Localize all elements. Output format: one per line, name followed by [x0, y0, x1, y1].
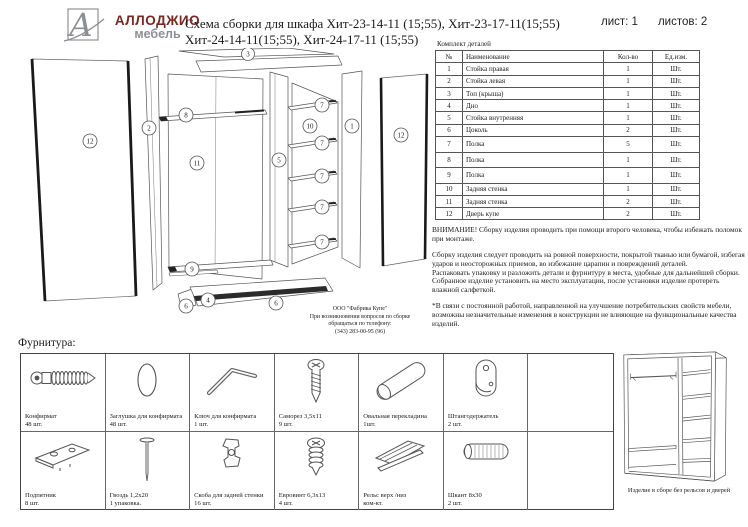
- hardware-item-qty: ком-кт.: [363, 499, 383, 507]
- cell: 10: [436, 183, 463, 195]
- cell: 1: [604, 63, 653, 75]
- cell: 7: [436, 137, 463, 153]
- assembled-caption: Изделие в сборе без рельсов и дверей: [627, 487, 731, 494]
- svg-text:1: 1: [350, 122, 354, 131]
- cell: Шт.: [653, 152, 700, 168]
- hardware-item-name: Рельс верх /низ: [363, 491, 407, 499]
- col-number: №: [436, 51, 463, 63]
- col-name: Наименование: [463, 51, 604, 63]
- note-surface: Сборку изделия следует проводить на ровной поверхности, покрытой тканью или бумагой, избегая ударов и неосторожных приемов, во избежание царапин и повреждений деталей.: [432, 249, 745, 268]
- hardware-item: [190, 432, 275, 510]
- hardware-item-name: Скоба для задней стенки: [194, 491, 264, 499]
- svg-text:10: 10: [306, 122, 314, 131]
- svg-text:7: 7: [320, 139, 324, 148]
- sheet-info: [601, 16, 707, 28]
- parts-table-header: [436, 51, 700, 63]
- table-row: [436, 195, 700, 207]
- callout: [179, 299, 193, 313]
- hardware-heading: Фурнитура:: [18, 337, 76, 349]
- cell: Шт.: [653, 124, 700, 136]
- svg-text:4: 4: [206, 296, 210, 305]
- hardware-item-qty: 9 шт.: [278, 420, 293, 428]
- cell: Полка: [463, 152, 604, 168]
- cell: 8: [436, 152, 463, 168]
- hardware-item: [359, 432, 444, 510]
- callout: [272, 153, 286, 167]
- svg-text:А: А: [68, 6, 94, 44]
- cell: Шт.: [653, 168, 700, 184]
- cell: 5: [604, 137, 653, 153]
- table-row: [436, 137, 700, 153]
- hardware-item-name: Евровинт 6,3х13: [278, 491, 326, 499]
- hardware-item: [359, 354, 444, 432]
- cell: 2: [436, 75, 463, 87]
- cell: 1: [436, 63, 463, 75]
- cell: Шт.: [653, 183, 700, 195]
- svg-text:8: 8: [184, 111, 188, 120]
- hardware-item-qty: 16 шт.: [194, 499, 212, 507]
- assembled-wardrobe-drawing: [618, 349, 738, 489]
- cell: Задняя стенка: [463, 195, 604, 207]
- cell: 9: [436, 168, 463, 184]
- factory-note: При возникновении вопросов по сборке: [309, 313, 411, 320]
- svg-text:11: 11: [193, 159, 201, 168]
- callout: [315, 136, 329, 150]
- callout: [269, 296, 283, 310]
- hardware-item-qty: 8 шт.: [25, 499, 40, 507]
- cell: Шт.: [653, 75, 700, 87]
- screw-icon: [298, 357, 334, 405]
- factory-phone-label: обращаться по телефону:: [328, 321, 392, 328]
- cell: Цоколь: [463, 124, 604, 136]
- table-row: [436, 152, 700, 168]
- cell: Полка: [463, 137, 604, 153]
- svg-text:2: 2: [147, 124, 151, 133]
- cell: 4: [436, 100, 463, 112]
- table-row: [436, 208, 700, 220]
- cell: Стойка левая: [463, 75, 604, 87]
- hardware-empty-cell: [528, 354, 613, 432]
- callout: [315, 98, 329, 112]
- factory-name: ООО "Фабрика Купе": [332, 306, 388, 312]
- table-row: [436, 124, 700, 136]
- hardware-item-qty: 1шт.: [363, 420, 376, 428]
- exploded-assembly-diagram: [20, 48, 445, 320]
- title-line-2: Хит-24-14-11(15;55), Хит-24-17-11 (15;55): [185, 32, 419, 48]
- callout: [142, 121, 156, 135]
- hardware-item: [21, 354, 106, 432]
- hardware-item: [21, 432, 106, 510]
- disclaimer-note: *В связи с постоянной работой, направленной на улучшение потребительских свойств мебели, возможны незначительные изменения в конструкции не влияющие на функциональные качества изделий.: [432, 301, 737, 328]
- svg-text:9: 9: [190, 265, 194, 274]
- cell: Стойка внутренняя: [463, 112, 604, 124]
- hardware-item-qty: 2 шт.: [447, 499, 462, 507]
- warning-note: ВНИМАНИЕ! Сборку изделия проводить при помощи второго человека, чтобы избежать поломок при монтаже.: [432, 225, 742, 243]
- cell: 6: [436, 124, 463, 136]
- hardware-item-name: Конфирмат: [25, 412, 57, 420]
- svg-text:12: 12: [397, 131, 405, 140]
- hardware-item-name: Шкант 8х30: [447, 491, 482, 499]
- euro-screw-icon: [298, 435, 334, 483]
- note-unpack: Распаковать упаковку и разложить детали и фурнитуру в места, удобные для дальнейшей сборки.: [432, 267, 740, 277]
- table-row: [436, 168, 700, 184]
- cell: 1: [604, 183, 653, 195]
- table-row: [436, 112, 700, 124]
- cell: 12: [436, 208, 463, 220]
- hardware-item: [275, 354, 360, 432]
- callout: [315, 169, 329, 183]
- cell: Шт.: [653, 208, 700, 220]
- sheet-number: лист: 1: [601, 16, 638, 28]
- callout: [190, 156, 204, 170]
- cell: Шт.: [653, 137, 700, 153]
- cell: Шт.: [653, 100, 700, 112]
- hardware-item-qty: 48 шт.: [109, 420, 127, 428]
- cell: 2: [604, 124, 653, 136]
- cell: 1: [604, 75, 653, 87]
- col-qty: Кол-во: [604, 51, 653, 63]
- hardware-item-qty: 2 шт.: [447, 420, 462, 428]
- instructions-note: [432, 251, 746, 295]
- brand-name: АЛЛОДЖИО: [114, 13, 201, 28]
- cell: Задняя стенка: [463, 183, 604, 195]
- hardware-item-qty: 4 шт.: [278, 499, 293, 507]
- cell: Стойка правая: [463, 63, 604, 75]
- hardware-item-name: Гвоздь 1,2х20: [109, 491, 149, 499]
- svg-text:5: 5: [277, 156, 281, 165]
- svg-text:7: 7: [320, 101, 324, 110]
- cell: Шт.: [653, 87, 700, 99]
- cell: 11: [436, 195, 463, 207]
- rod-holder-icon: [465, 357, 507, 405]
- cell: Шт.: [653, 63, 700, 75]
- svg-text:3: 3: [246, 50, 250, 59]
- svg-text:12: 12: [86, 137, 94, 146]
- callout: [83, 134, 97, 148]
- cell: 1: [604, 152, 653, 168]
- callout: [201, 293, 215, 307]
- page-title: [185, 16, 595, 49]
- rail-icon: [368, 435, 434, 479]
- callout: [315, 200, 329, 214]
- cell: 5: [436, 112, 463, 124]
- cell: Топ (крыша): [463, 87, 604, 99]
- nail-icon: [136, 435, 158, 485]
- svg-text:7: 7: [320, 238, 324, 247]
- hardware-item-name: Овальная перекладина: [363, 412, 427, 420]
- hardware-item-name: Саморез 3,5х11: [278, 412, 322, 420]
- cell: 1: [604, 87, 653, 99]
- hardware-item: [275, 432, 360, 510]
- brand-subtitle: мебель: [134, 27, 181, 41]
- hardware-item: [190, 354, 275, 432]
- cell: 1: [604, 168, 653, 184]
- assembly-notes: [432, 226, 746, 329]
- table-row: [436, 100, 700, 112]
- parts-table-caption: Комплект деталей: [437, 40, 491, 48]
- cell: 3: [436, 87, 463, 99]
- cell: Дно: [463, 100, 604, 112]
- sheets-total: листов: 2: [657, 16, 708, 28]
- parts-table: [435, 50, 700, 220]
- hardware-item-name: Заглушка для конфирмата: [109, 412, 183, 420]
- hex-key-icon: [201, 357, 263, 399]
- factory-phone: (343) 283-00-95 (96): [334, 329, 386, 336]
- cell: 1: [604, 100, 653, 112]
- svg-text:6: 6: [184, 302, 188, 311]
- hardware-item-qty: 1 упаковка.: [109, 499, 142, 507]
- hardware-item-name: Подпятник: [25, 491, 56, 499]
- table-row: [436, 75, 700, 87]
- hardware-item-qty: 48 шт.: [25, 420, 43, 428]
- cell: Полка: [463, 168, 604, 184]
- svg-text:7: 7: [320, 172, 324, 181]
- cell: Шт.: [653, 112, 700, 124]
- hardware-empty-cell: [528, 432, 613, 510]
- callout: [315, 235, 329, 249]
- callout: [179, 108, 193, 122]
- hardware-item-qty: 1 шт.: [194, 420, 209, 428]
- callout: [345, 119, 359, 133]
- hardware-grid: [20, 353, 614, 510]
- foot-pad-icon: [30, 435, 96, 475]
- cell: Шт.: [653, 195, 700, 207]
- table-row: [436, 87, 700, 99]
- cell: 2: [604, 195, 653, 207]
- note-place: Собранное изделие установить на место эксплуатации, после установки изделие протереть влажной салфеткой.: [432, 276, 720, 295]
- hardware-item-name: Штангодержатель: [447, 412, 499, 420]
- cell: Дверь купе: [463, 208, 604, 220]
- callout: [394, 128, 408, 142]
- cell: 2: [604, 208, 653, 220]
- back-panel-clip-icon: [211, 435, 253, 479]
- callout: [242, 48, 255, 61]
- col-unit: Ед.изм.: [653, 51, 700, 63]
- hardware-item: [106, 432, 191, 510]
- hardware-item: [106, 354, 191, 432]
- title-line-1: Схема сборки для шкафа Хит-23-14-11 (15;55), Хит-23-17-11(15;55): [185, 16, 560, 31]
- hardware-item-name: Ключ для конфирмата: [194, 412, 257, 420]
- dowel-icon: [457, 435, 515, 469]
- table-row: [436, 183, 700, 195]
- callout: [185, 262, 199, 276]
- confirmat-screw-icon: [28, 357, 98, 399]
- svg-text:7: 7: [320, 203, 324, 212]
- hardware-item: [444, 354, 529, 432]
- cell: 1: [604, 112, 653, 124]
- confirmat-cap-icon: [125, 357, 169, 403]
- oval-rail-icon: [367, 357, 435, 405]
- callout: [303, 119, 317, 133]
- table-row: [436, 63, 700, 75]
- brand-logo: [60, 6, 108, 46]
- svg-text:6: 6: [274, 299, 278, 308]
- hardware-item: [444, 432, 529, 510]
